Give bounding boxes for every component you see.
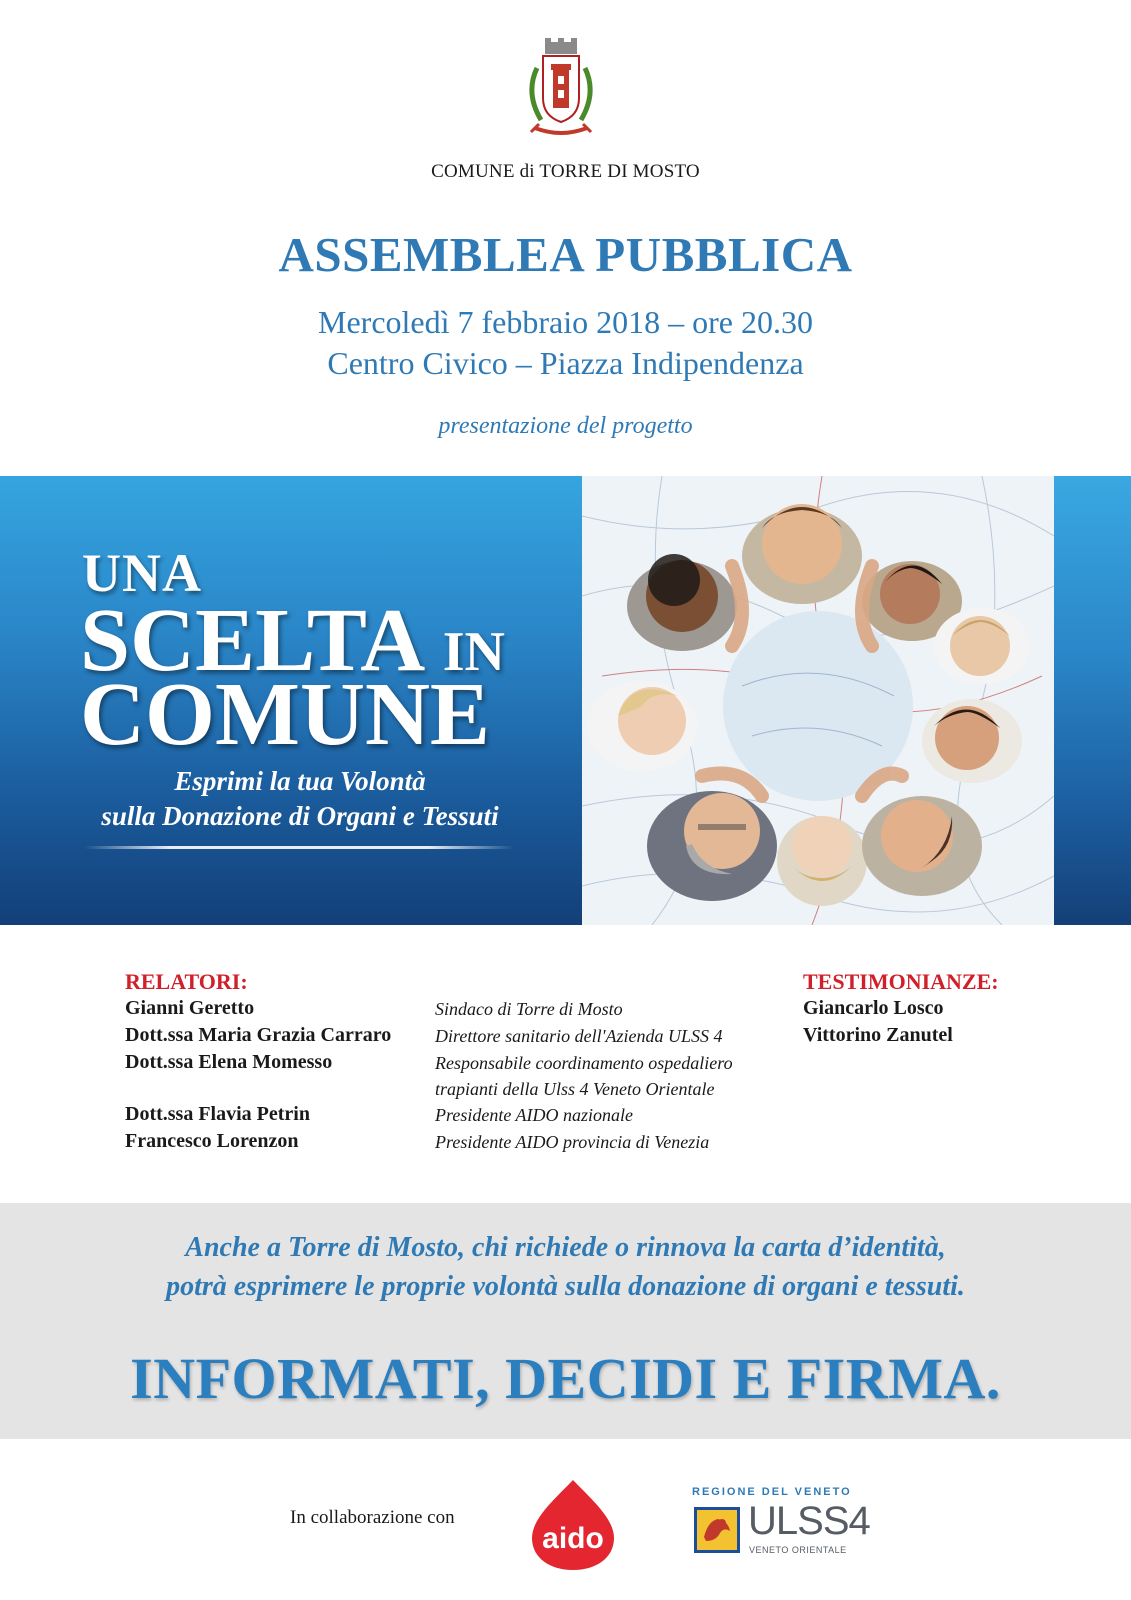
testimonianze-heading: TESTIMONIANZE: (803, 969, 999, 994)
group-photo (582, 476, 1054, 925)
relatore-name: Dott.ssa Maria Grazia Carraro (125, 1024, 392, 1046)
relatore-name: Dott.ssa Flavia Petrin (125, 1103, 310, 1125)
relatore-role: Presidente AIDO provincia di Venezia (435, 1132, 710, 1152)
relatori-heading: RELATORI: (125, 969, 248, 994)
aido-logo (526, 1478, 620, 1572)
info-line2: potrà esprimere le proprie volontà sulla donazione di organi e tessuti. (166, 1271, 965, 1302)
ulss4-subtitle: VENETO ORIENTALE (749, 1545, 847, 1555)
relatore-name: Gianni Geretto (125, 997, 255, 1019)
testimone-name: Giancarlo Losco (803, 997, 944, 1019)
event-date: Mercoledì 7 febbraio 2018 – ore 20.30 (318, 304, 813, 340)
banner-title-line1: UNA (82, 543, 202, 603)
veneto-lion-icon (694, 1507, 740, 1553)
banner-title-line3: COMUNE (80, 665, 490, 764)
page-title: ASSEMBLEA PUBBLICA (278, 227, 853, 282)
info-line1: Anche a Torre di Mosto, chi richiede o rinnova la carta d’identità, (185, 1232, 946, 1263)
banner-slogan-line1: Esprimi la tua Volontà (174, 766, 426, 796)
call-to-action: INFORMATI, DECIDI E FIRMA. (130, 1346, 1001, 1411)
relatore-role: Direttore sanitario dell'Azienda ULSS 4 (435, 1026, 723, 1046)
banner-right-strip (1054, 476, 1131, 925)
relatore-role-continued: trapianti della Ulss 4 Veneto Orientale (435, 1079, 715, 1099)
banner-title-in: IN (442, 621, 505, 683)
svg-text:aido: aido (542, 1522, 604, 1555)
collaboration-label: In collaborazione con (290, 1507, 455, 1528)
presentation-caption: presentazione del progetto (438, 413, 693, 439)
banner-title-scelta: SCELTA (80, 591, 421, 690)
slogan-divider (84, 846, 514, 849)
regione-veneto-label: REGIONE DEL VENETO (692, 1486, 852, 1498)
relatore-name: Francesco Lorenzon (125, 1130, 299, 1152)
event-place: Centro Civico – Piazza Indipendenza (327, 345, 804, 381)
comune-name: COMUNE di TORRE DI MOSTO (431, 161, 700, 182)
banner-slogan-line2: sulla Donazione di Organi e Tessuti (101, 801, 499, 831)
relatore-role: Responsabile coordinamento ospedaliero (435, 1053, 733, 1073)
ulss4-logo-text: ULSS4 (748, 1499, 870, 1543)
relatore-role: Sindaco di Torre di Mosto (435, 999, 623, 1019)
testimone-name: Vittorino Zanutel (803, 1024, 953, 1046)
comune-crest-logo (523, 38, 599, 142)
relatore-role: Presidente AIDO nazionale (435, 1105, 633, 1125)
relatore-name: Dott.ssa Elena Momesso (125, 1051, 333, 1073)
